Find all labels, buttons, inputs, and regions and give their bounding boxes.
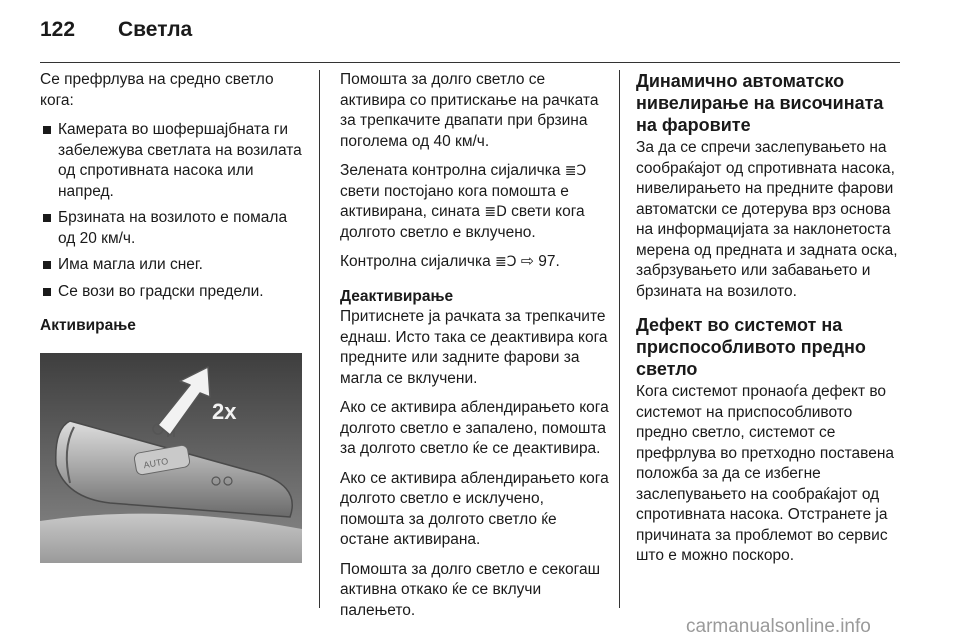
- figure-label: 2x: [212, 398, 237, 424]
- header-rule: [40, 62, 900, 63]
- column-divider: [319, 70, 320, 608]
- deactivation-heading: Деактивирање: [340, 287, 454, 305]
- column-middle: [340, 70, 610, 630]
- list-item: Камерата во шофершајбната ги забележува светлата на возилата од спротивната насока или напред.: [40, 120, 308, 202]
- column-left: [40, 70, 308, 563]
- section-heading: Динамично автоматско нивелирање на височината на фаровите: [636, 71, 884, 135]
- text-run: свети кога долгото светло е вклучено.: [340, 203, 585, 241]
- watermark: carmanualsonline.info: [686, 616, 871, 637]
- list-item: Има магла или снег.: [40, 255, 308, 276]
- paragraph: [340, 252, 610, 273]
- text-run: Зелената контролна сијаличка: [340, 162, 565, 179]
- paragraph: Помошта за долго светло е секогаш активна откако ќе се вклучи палењето.: [340, 560, 601, 619]
- paragraph: [340, 161, 610, 243]
- paragraph: Кога системот пронаоѓа дефект во системот на приспособливото предно светло, системот се префрлува во претходно поставена положба за да се избегне заслепувањето на сообраќајот од спротивната насока. Отстранете ја причината за проблемот во сервис што е можно поскоро.: [636, 383, 895, 564]
- activation-heading: Активирање: [40, 317, 136, 334]
- paragraph: Ако се активира аблендирањето кога долгото светло е исклучено, помошта за долгото светло ќе остане активирана.: [340, 469, 609, 548]
- high-beam-assist-indicator-icon: ≣Ↄ: [495, 254, 517, 270]
- column-right: [636, 70, 906, 576]
- condition-list: [40, 120, 308, 302]
- high-beam-indicator-icon: ≣D: [484, 204, 507, 220]
- page-title: Светла: [118, 18, 193, 41]
- column-divider: [619, 70, 620, 608]
- page-number: 122: [40, 18, 76, 41]
- svg-text:AUTO: AUTO: [142, 455, 169, 470]
- text-run: Контролна сијаличка: [340, 253, 496, 270]
- paragraph: За да се спречи заслепувањето на сообраќајот од спротивната насока, нивелирањето на предните фарови автоматски се дотерува врз основа на информацијата за наклонетоста мерена од предната и задната оска, забрзувањето или забавањето и брзината на возилото.: [636, 139, 898, 300]
- high-beam-assist-indicator-icon: ≣Ↄ: [564, 163, 587, 179]
- turn-signal-lever-illustration: [40, 353, 302, 563]
- paragraph: Ако се активира аблендирањето кога долгото светло е запалено, помошта за долгото светло ќе се деактивира.: [340, 399, 609, 457]
- list-item: Се вози во градски предели.: [40, 282, 308, 303]
- list-item: Брзината на возилото е помала од 20 км/ч.: [40, 208, 308, 249]
- intro-paragraph: Се префрлува на средно светло кога:: [40, 71, 274, 109]
- paragraph: Помошта за долго светло се активира со притискање на рачката за трепкачите двапати при брзина поголема од 40 км/ч.: [340, 71, 599, 150]
- section-heading: Дефект во системот на приспособливото предно светло: [636, 315, 866, 379]
- page-reference-link[interactable]: ⇨ 97.: [516, 253, 560, 270]
- text-run: свети постојано кога помошта е активирана, сината: [340, 182, 569, 220]
- paragraph: Притиснете ја рачката за трепкачите еднаш. Исто така се деактивира кога предните или задните фарови за магла се вклучени.: [340, 308, 608, 387]
